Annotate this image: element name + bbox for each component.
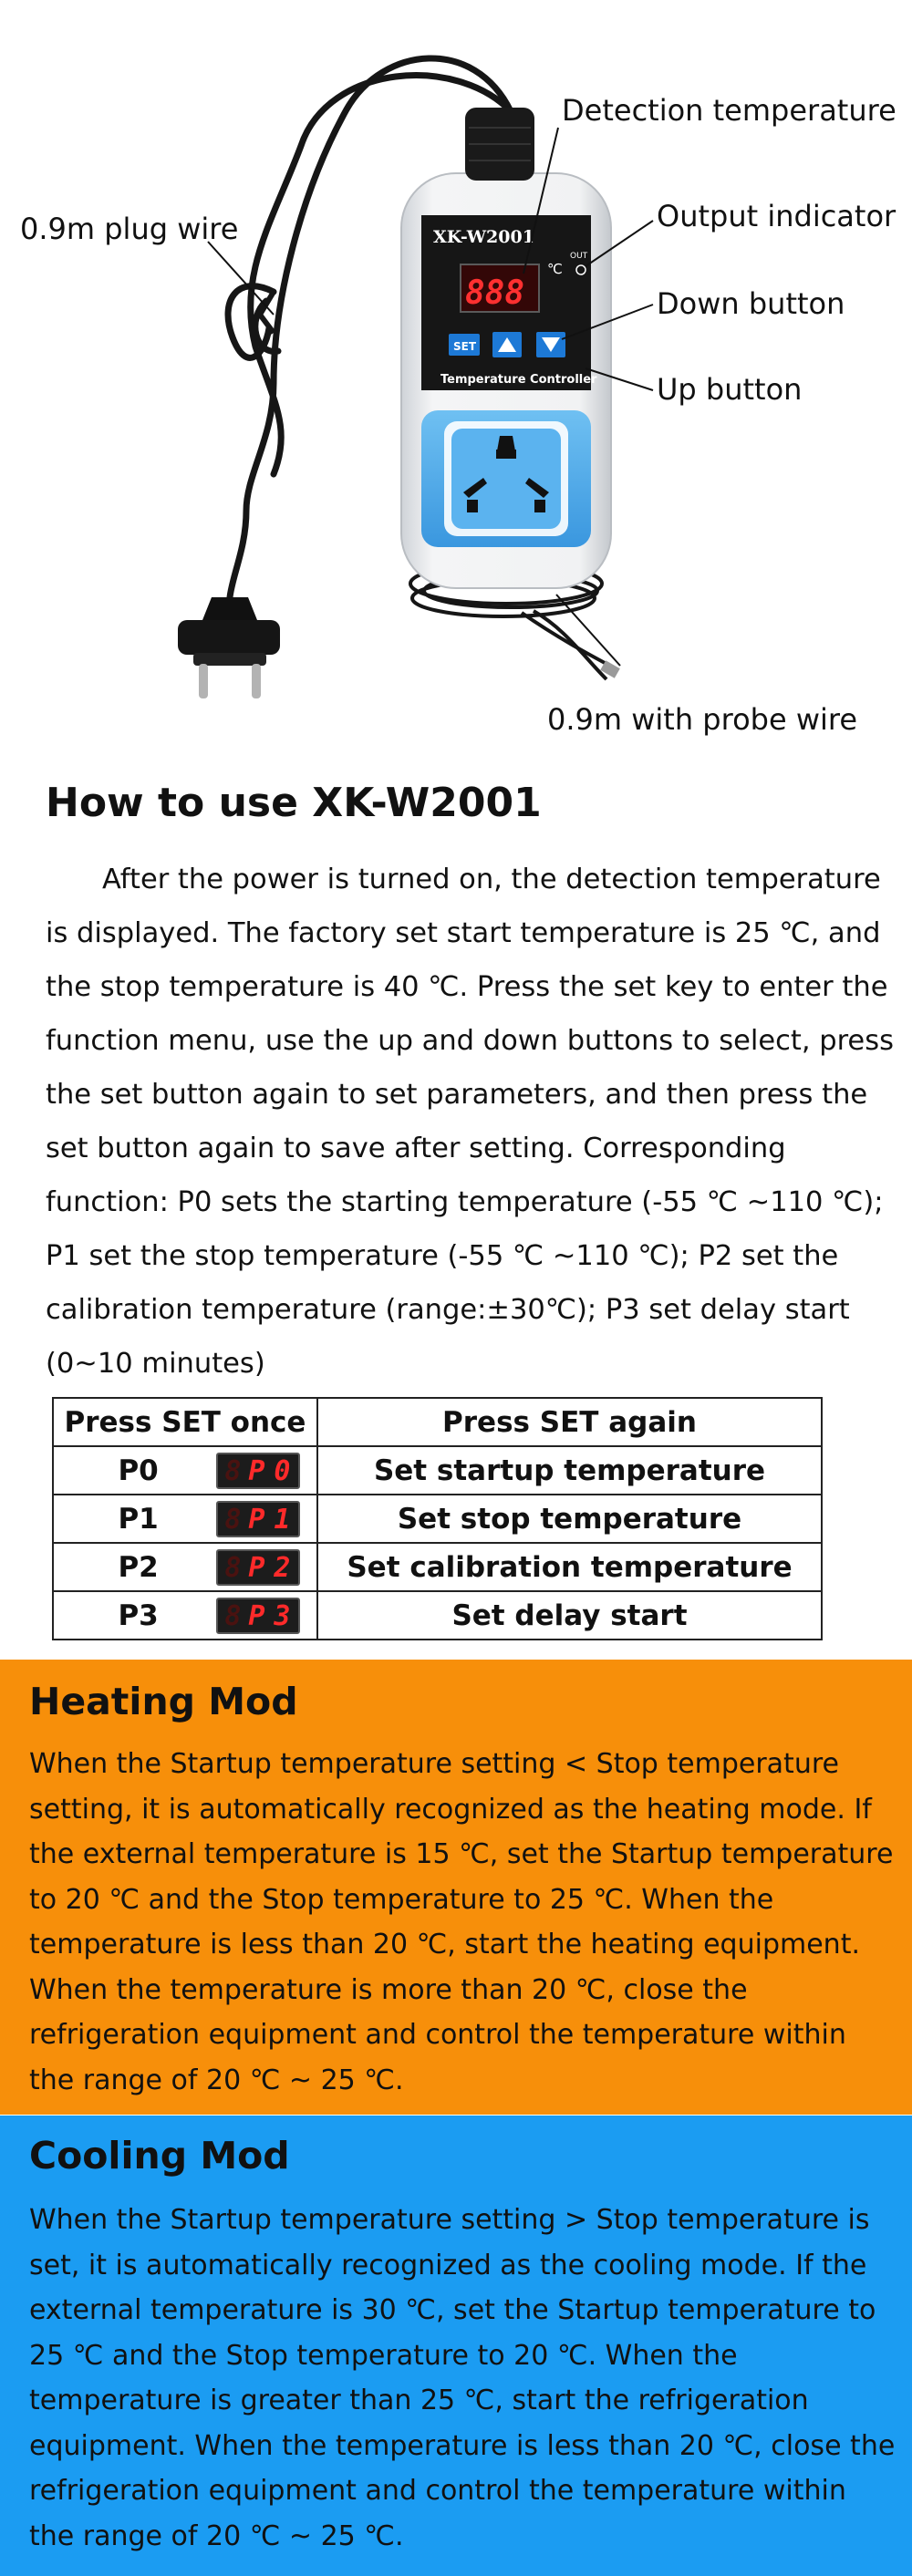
set-label: SET	[453, 340, 477, 353]
table-row	[53, 1591, 822, 1640]
down-button-callout: Down button	[657, 286, 845, 321]
cooling-mode-title: Cooling Mod	[29, 2134, 290, 2178]
plug-head	[178, 597, 280, 698]
cooling-mode-body: When the Startup temperature setting > Stop temperature is set, it is automatically recognized as the cooling mode. If the external temperature is 30 ℃, set the Startup temperature to 25 ℃ and the Stop temperature to 20 ℃. When the temperature is greater than 25 ℃, start the refrigeration equipment. When the temperature is less than 20 ℃, close the refrigeration equipment and control the temperature within the range of 20 ℃ ~ 25 ℃.	[29, 2204, 896, 2552]
heating-mode-body: When the Startup temperature setting < Stop temperature setting, it is automatically recognized as the heating mode. If the external temperature is 15 ℃, set the Startup temperature to 20 ℃ and the Stop temperature to 25 ℃. When the temperature is less than 20 ℃, start the heating equipment. When the temperature is more than 20 ℃, close the refrigeration equipment and control the temperature within the range of 20 ℃ ~ 25 ℃.	[29, 1748, 894, 2096]
led-display-icon: 8 P 1	[216, 1501, 300, 1537]
product-diagram	[0, 0, 912, 766]
howto-title: How to use XK-W2001	[46, 780, 542, 826]
code-cell	[53, 1446, 317, 1495]
model-label: XK-W2001	[433, 227, 534, 247]
header-press-set-once: Press SET once	[53, 1398, 317, 1446]
table-row	[53, 1543, 822, 1591]
detection-temperature-callout: Detection temperature	[562, 93, 896, 128]
function-code: P0	[118, 1454, 159, 1487]
function-code: P2	[118, 1550, 159, 1584]
led-display-icon: 8 P 3	[216, 1598, 300, 1634]
function-code: P3	[118, 1598, 159, 1632]
unit-label: ℃	[547, 261, 563, 277]
code-cell	[53, 1591, 317, 1640]
set-function-table	[52, 1397, 823, 1640]
table-row	[53, 1495, 822, 1543]
code-cell	[53, 1495, 317, 1543]
heating-mode-title: Heating Mod	[29, 1680, 298, 1723]
table-row	[53, 1446, 822, 1495]
heating-mode-panel	[0, 1660, 912, 2115]
plug-wire-callout: 0.9m plug wire	[20, 212, 239, 246]
code-cell	[53, 1543, 317, 1591]
probe-wire-callout: 0.9m with probe wire	[547, 702, 858, 737]
output-indicator-callout: Output indicator	[657, 199, 896, 233]
out-label: OUT	[570, 252, 588, 261]
display-digits: 888	[465, 274, 525, 312]
panel-caption: Temperature Controller	[440, 373, 597, 387]
function-action: Set stop temperature	[317, 1495, 822, 1543]
led-display-icon: 8 P 2	[216, 1549, 300, 1586]
cooling-mode-panel	[0, 2116, 912, 2576]
function-action: Set delay start	[317, 1591, 822, 1640]
table-header-row	[53, 1398, 822, 1446]
function-action: Set calibration temperature	[317, 1543, 822, 1591]
function-code: P1	[118, 1502, 159, 1536]
led-display-icon: 8 P 0	[216, 1453, 300, 1489]
up-button-callout: Up button	[657, 372, 803, 407]
function-action: Set startup temperature	[317, 1446, 822, 1495]
header-press-set-again: Press SET again	[317, 1398, 822, 1446]
howto-body: After the power is turned on, the detection temperature is displayed. The factory set start temperature is 25 ℃, and the stop temperature is 40 ℃. Press the set key to enter the function menu, use the up and down buttons to select, press the set button again to set parameters, and then press the set button again to save after setting. Corresponding function: P0 sets the starting temperature (-55 ℃ ~110 ℃); P1 set the stop temperature (-55 ℃ ~110 ℃); P2 set the calibration temperature (range:±30℃); P3 set delay start (0~10 minutes)	[46, 864, 894, 1380]
